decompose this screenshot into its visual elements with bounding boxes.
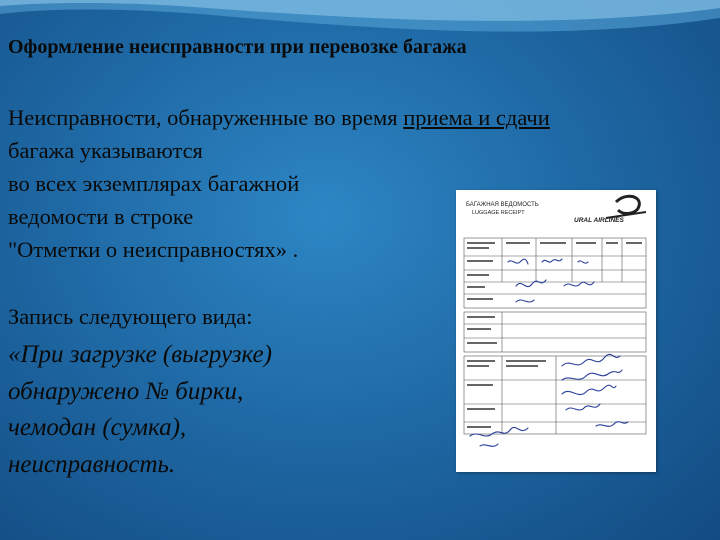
example-line-4: неисправность. bbox=[8, 450, 176, 478]
airline-logo-icon bbox=[606, 196, 646, 218]
record-example bbox=[8, 337, 272, 483]
record-lead: Запись следующего вида: bbox=[8, 304, 253, 329]
example-line-2: обнаружено № бирки, bbox=[8, 377, 244, 405]
paragraph-line-4: ведомости в строке bbox=[8, 204, 194, 229]
luggage-receipt-scan bbox=[456, 190, 656, 472]
slide-title: Оформление неисправности при перевозке багажа bbox=[8, 36, 467, 58]
paragraph-line-2: багажа указываются bbox=[8, 138, 203, 163]
form-title: БАГАЖНАЯ ВЕДОМОСТЬ bbox=[466, 202, 539, 208]
example-line-3: чемодан (сумка), bbox=[8, 414, 187, 441]
paragraph-line-1: Неисправности, обнаруженные во время приема и сдачи bbox=[8, 105, 550, 130]
paragraph-line-3: во всех экземплярах багажной bbox=[8, 171, 300, 196]
logo-text: URAL AIRLINES bbox=[574, 217, 624, 224]
paragraph-line-5: "Отметки о неисправностях» . bbox=[8, 237, 299, 262]
example-line-1: «При загрузке (выгрузке) bbox=[8, 341, 272, 368]
luggage-receipt-document-image bbox=[456, 190, 656, 472]
handwriting-marks bbox=[470, 259, 628, 446]
underlined-phrase: приема и сдачи bbox=[403, 105, 550, 130]
form-subtitle: LUGGAGE RECEIPT bbox=[472, 210, 525, 216]
